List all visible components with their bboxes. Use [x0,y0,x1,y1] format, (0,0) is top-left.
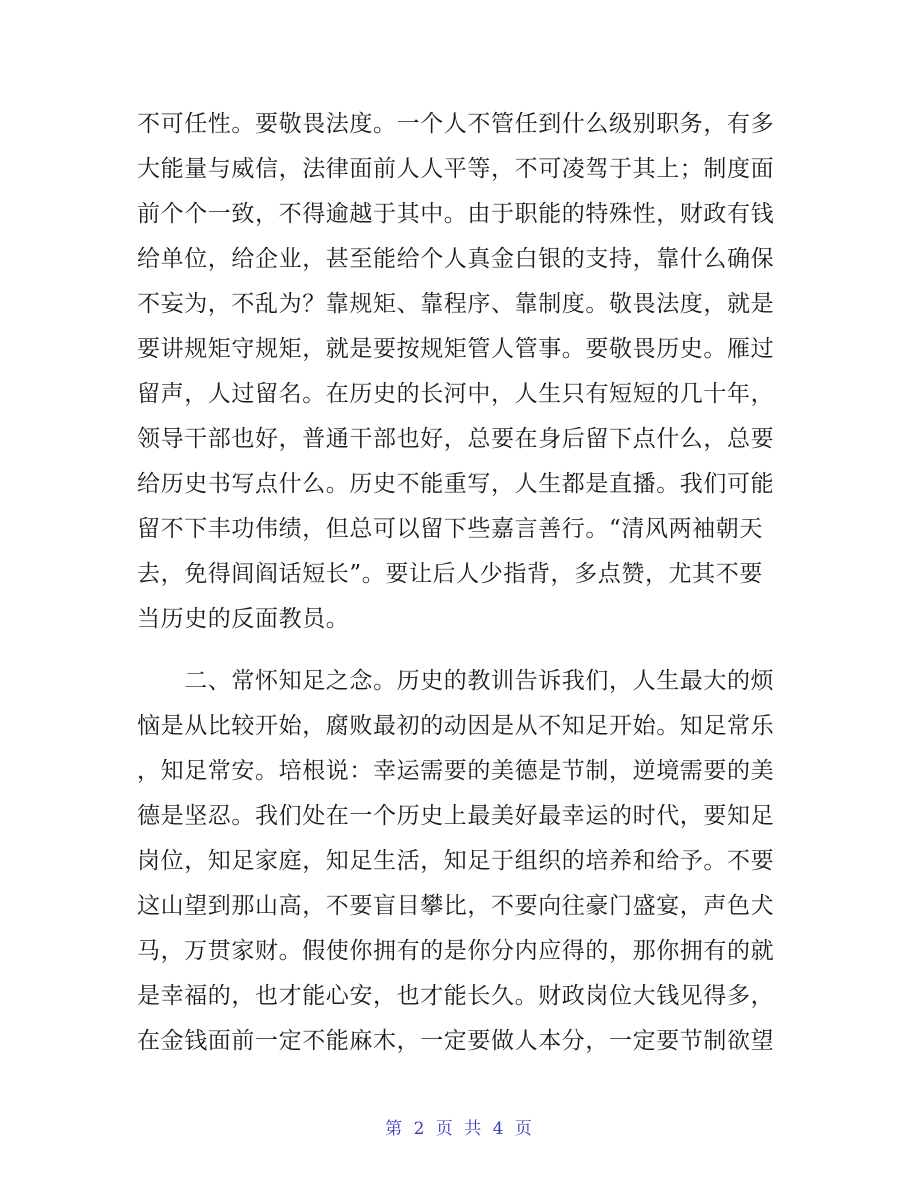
text-line: 在金钱面前一定不能麻木，一定要做人本分，一定要节制欲望 [137,1028,775,1054]
text-line: 给单位，给企业，甚至能给个人真金白银的支持，靠什么确保 [137,246,775,272]
text-line: 前个个一致，不得逾越于其中。由于职能的特殊性，财政有钱 [137,201,775,227]
text-line: 德是坚忍。我们处在一个历史上最美好最幸运的时代，要知足 [137,803,775,829]
text-line: ，知足常安。培根说：幸运需要的美德是节制，逆境需要的美 [137,758,775,784]
text-line: 要讲规矩守规矩，就是要按规矩管人管事。要敬畏历史。雁过 [137,336,775,362]
text-line: 当历史的反面教员。 [137,606,350,632]
text-line: 是幸福的，也才能心安，也才能长久。财政岗位大钱见得多， [137,983,775,1009]
text-line: 去，免得闾阎话短长”。要让后人少指背，多点赞，尤其不要 [137,561,763,587]
text-line: 给历史书写点什么。历史不能重写，人生都是直播。我们可能 [137,471,775,497]
text-line: 留不下丰功伟绩，但总可以留下些嘉言善行。“清风两袖朝天 [137,516,763,542]
text-line: 不妄为，不乱为？靠规矩、靠程序、靠制度。敬畏法度，就是 [137,291,775,317]
text-line: 二、常怀知足之念。历史的教训告诉我们，人生最大的烦 [137,668,775,694]
text-line: 马，万贯家财。假使你拥有的是你分内应得的，那你拥有的就 [137,938,775,964]
text-line: 这山望到那山高，不要盲目攀比，不要向往豪门盛宴，声色犬 [137,893,775,919]
text-line: 岗位，知足家庭，知足生活，知足于组织的培养和给予。不要 [137,848,775,874]
text-line: 留声，人过留名。在历史的长河中，人生只有短短的几十年， [137,381,775,407]
text-line: 不可任性。要敬畏法度。一个人不管任到什么级别职务，有多 [137,111,775,137]
page-number-footer: 第 2 页 共 4 页 [385,1119,535,1139]
text-line: 大能量与威信，法律面前人人平等，不可凌驾于其上；制度面 [137,156,775,182]
text-line: 领导干部也好，普通干部也好，总要在身后留下点什么，总要 [137,426,775,452]
text-line: 恼是从比较开始，腐败最初的动因是从不知足开始。知足常乐 [137,713,775,739]
